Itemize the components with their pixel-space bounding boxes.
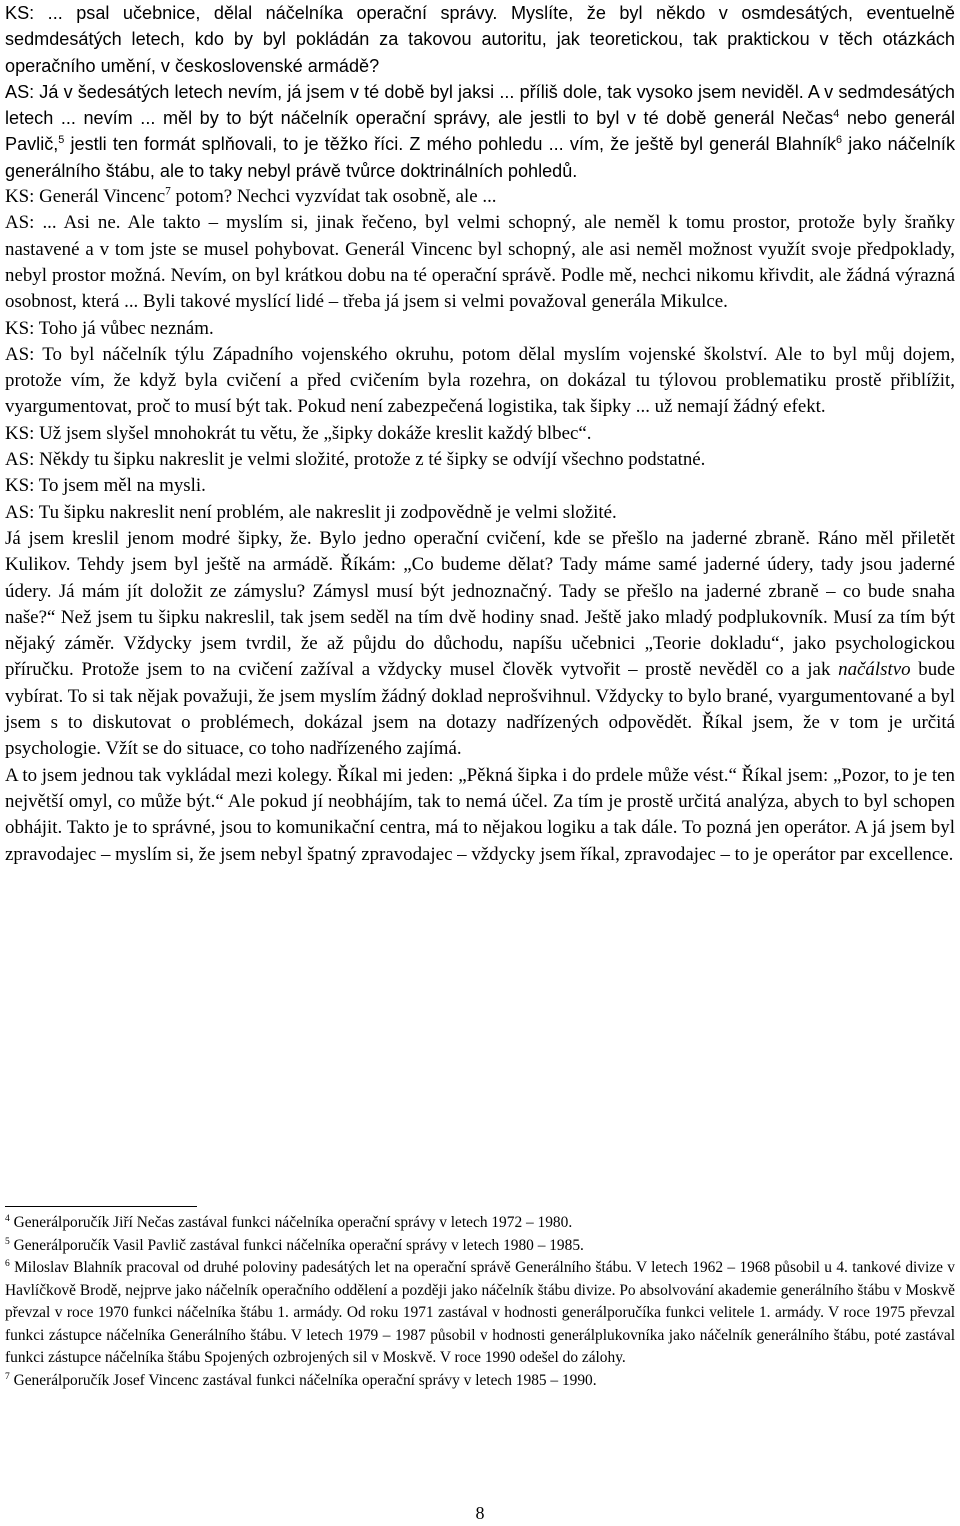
text-run: AS: ... Asi ne. Ale takto – myslím si, jinak řečeno, byl velmi schopný, ale neměl k tomu prostor, protože byly šraňky nastavené a v tom jste se musel pohybovat. Generál Vincenc byl schopný, ale asi neměl možnost využít svoje předpoklady, nebyl prostor možná. Nevím, on byl krátkou dobu na té operační správě. Podle mě, nechci nikomu křivdit, ale žádná výrazná osobnost, která ... Byli takové myslící lidé – třeba já jsem si velmi považoval generála Mikulce. bbox=[5, 212, 955, 313]
paragraph-p2 bbox=[5, 79, 955, 184]
footnote-text: Miloslav Blahník pracoval od druhé poloviny padesátých let na operační správě Generálního štábu. V letech 1962 – 1968 působil u 4. tankové divize v Havlíčkově Brodě, nejprve jako náčelník operačního oddělení a později jako náčelník štábu divize. Po absolvování akademie generálního štábu v Moskvě převzal v roce 1970 funkci náčelníka štábu 1. armády. Od roku 1971 zastával v hodnosti generálporučíka funkci velitele 1. armády. V roce 1975 převzal funkci zástupce náčelníka Generálního štábu. V letech 1979 – 1987 působil v hodnosti generálplukovníka jako náčelník generálního štábu, poté zastával funkci zástupce náčelníka štábu Spojených ozbrojených sil v Moskvě. V roce 1990 odešel do zálohy. bbox=[5, 1259, 955, 1366]
paragraph-p3 bbox=[5, 184, 955, 210]
text-run: jako náčelník generálního štábu, ale to taky nebyl právě tvůrce doktrinálních pohledů. bbox=[5, 134, 956, 181]
italic-text: načálstvo bbox=[838, 659, 911, 681]
footnote-6 bbox=[5, 1257, 955, 1370]
paragraph-p1 bbox=[5, 0, 955, 79]
paragraph-p8 bbox=[5, 447, 955, 473]
footnote-number: 5 bbox=[5, 1235, 10, 1247]
paragraph-p9 bbox=[5, 473, 955, 499]
main-text bbox=[5, 0, 955, 868]
footnote-ref: 7 bbox=[165, 185, 171, 198]
footnote-number: 7 bbox=[5, 1370, 10, 1382]
footnote-4 bbox=[5, 1212, 955, 1235]
footnote-number: 4 bbox=[5, 1212, 10, 1224]
text-run: KS: To jsem měl na mysli. bbox=[5, 475, 206, 497]
text-run: jestli ten formát splňovali, to je těžko říci. Z mého pohledu ... vím, že ještě byl generál Blahník bbox=[64, 134, 837, 155]
paragraph-p5 bbox=[5, 316, 955, 342]
footnote-ref: 5 bbox=[58, 134, 65, 147]
paragraph-p7 bbox=[5, 421, 955, 447]
text-run: KS: ... psal učebnice, dělal náčelníka operační správy. Myslíte, že byl někdo v osmdesátých, eventuelně sedmdesátých letech, kdo by byl pokládán za takovou autoritu, jak teoretickou, tak praktickou v těch otázkách operačního umění, v československé armádě? bbox=[5, 3, 955, 76]
page-number: 8 bbox=[475, 1503, 485, 1523]
text-run: nebo generál Pavlič, bbox=[5, 108, 955, 155]
text-run: AS: To byl náčelník týlu Západního vojenského okruhu, potom dělal myslím vojenské školství. Ale to byl můj dojem, protože vím, že když byla cvičení a před cvičením byla rozehra, on dokázal tu týlovou problematiku prostě přiblížit, vyargumentovat, proč to musí být tak. Pokud není zabezpečená logistika, tak šipky ... už nemají žádný efekt. bbox=[5, 343, 955, 418]
text-run: KS: Generál Vincenc bbox=[5, 186, 166, 208]
text-run: Já jsem kreslil jenom modré šipky, že. Bylo jedno operační cvičení, kde se přešlo na jaderné zbraně. Ráno měl přiletět Kulikov. Tehdy jsem byl ještě na armádě. Říkám: „Co budeme dělat? Tady máme samé jaderné údery, tady jsou jaderné údery. Já mám jít doložit ze zámyslu? Zámysl musí být jednoznačný. Tady se přešlo na jaderné zbraně – co bude snaha naše?“ Než jsem tu šipku nakreslil, tak jsem seděl na tím dvě hodiny snad. Ještě jako mladý podplukovník. Musí za tím být nějaký záměr. Vždycky jsem tvrdil, že až půjdu do důchodu, napíšu učebnici „Teorie dokladu“, jako psychologickou příručku. Protože jsem to na cvičení zažíval a vždycky musel člověk vytvořit – prostě nevěděl co a jak bbox=[5, 527, 955, 681]
footnote-7 bbox=[5, 1370, 955, 1393]
text-run: potom? Nechci vyzvídat tak osobně, ale ... bbox=[170, 186, 497, 208]
footnote-text: Generálporučík Vasil Pavlič zastával funkci náčelníka operační správy v letech 1980 – 1985. bbox=[9, 1236, 584, 1254]
text-run: A to jsem jednou tak vykládal mezi kolegy. Říkal mi jeden: „Pěkná šipka i do prdele může vést.“ Říkal jsem: „Pozor, to je ten největší omyl, co může být.“ Ale pokud jí neobhájím, tak to nemá účel. Za tím je prostě určitá analýza, abych to byl schopen obhájit. Takto je to správné, jsou to komunikační centra, má to nějakou logiku a tak dále. To pozná jen operátor. A já jsem byl zpravodajec – myslím si, že jsem nebyl špatný zpravodajec – vždycky jsem říkal, zpravodajec – to je operátor par excellence. bbox=[5, 764, 955, 865]
text-run: AS: Tu šipku nakreslit není problém, ale nakreslit ji zodpovědně je velmi složité. bbox=[5, 501, 617, 523]
text-run: bude vybírat. To si tak nějak považuji, že jsem myslím žádný doklad neprošvihnul. Vždycky to bylo brané, vyargumentované a byl jsem s to diskutovat o problémech, dokázal jsem na dotazy nadřízených odpovědět. Říkal jsem, že v tom je určitá psychologie. Vžít se do situace, co toho nadřízeného zajímá. bbox=[5, 659, 955, 760]
footnote-number: 6 bbox=[5, 1257, 10, 1269]
paragraph-p12 bbox=[5, 763, 955, 868]
text-run: AS: Já v šedesátých letech nevím, já jsem v té době byl jaksi ... příliš dole, tak vysoko jsem neviděl. A v sedmdesátých letech ... nevím ... měl by to být náčelník operační správy, ale jestli to byl v té době generál Nečas bbox=[5, 81, 955, 129]
footnote-5 bbox=[5, 1235, 955, 1258]
footnote-separator bbox=[5, 1206, 197, 1207]
footnote-text: Generálporučík Josef Vincenc zastával funkci náčelníka operační správy v letech 1985 – 1990. bbox=[9, 1371, 597, 1389]
footnote-ref: 4 bbox=[833, 108, 840, 121]
text-run: KS: Toho já vůbec neznám. bbox=[5, 317, 214, 339]
text-run: KS: Už jsem slyšel mnohokrát tu větu, že „šipky dokáže kreslit každý blbec“. bbox=[5, 422, 592, 444]
text-run: AS: Někdy tu šipku nakreslit je velmi složité, protože z té šipky se odvíjí všechno podstatné. bbox=[5, 449, 706, 471]
paragraph-p4 bbox=[5, 210, 955, 315]
footnote-ref: 6 bbox=[836, 134, 843, 147]
footnotes bbox=[5, 1212, 955, 1392]
paragraph-p10 bbox=[5, 500, 955, 526]
paragraph-p6 bbox=[5, 342, 955, 421]
footnote-text: Generálporučík Jiří Nečas zastával funkci náčelníka operační správy v letech 1972 – 1980. bbox=[9, 1214, 573, 1231]
paragraph-p11 bbox=[5, 526, 955, 763]
